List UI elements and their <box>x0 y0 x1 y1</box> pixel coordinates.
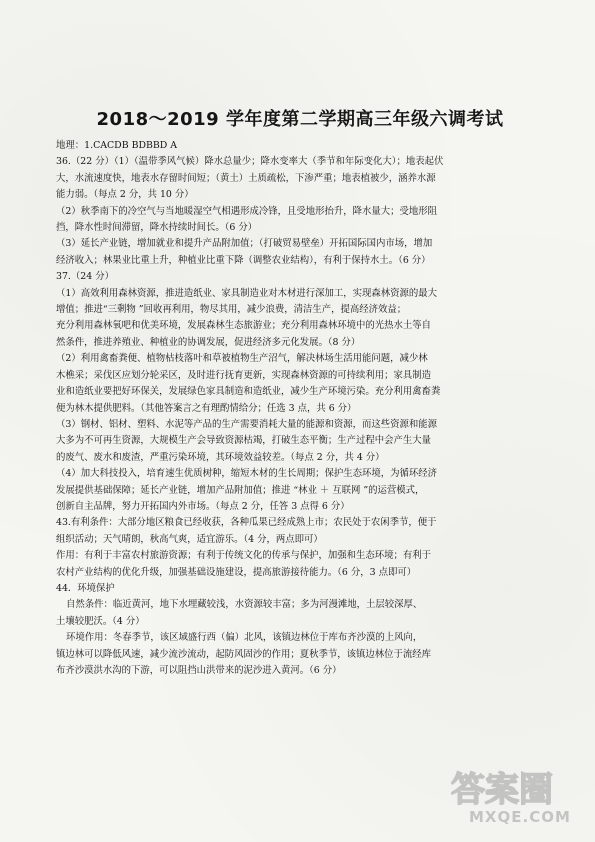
watermark-logo-text: 答案圈 <box>451 770 553 806</box>
page-title: 2018～2019 学年度第二学期高三年级六调考试 <box>96 109 504 130</box>
text-line: 36.（22 分）（1）（温带季风气候）降水总量少；降水变率大（季节和年际变化大）；地表起伏 <box>56 156 444 168</box>
text-line: 能力弱。（每点 2 分，共 10 分） <box>56 189 194 201</box>
text-line: 环境作用：冬春季节，该区域盛行西（偏）北风，该镇边林位于库布齐沙漠的上风向， <box>66 632 423 644</box>
text-line: （1）高效利用森林资源，推进造纸业、家具制造业对木材进行深加工，实现森林资源的最大 <box>56 287 437 299</box>
text-line: 农村产业结构的优化升级，加强基础设施建设，提高旅游接待能力。（6 分，3 点即可） <box>56 566 417 578</box>
text-line: 业和造纸业要把好环保关，发展绿色家具制造和造纸业，减少生产环境污染。充分利用禽畜粪 <box>56 386 441 398</box>
text-line: 增值；推进“三剩物 ”回收再利用，物尽其用，减少浪费，清洁生产，提高经济效益； <box>56 304 407 316</box>
text-line: 土壤较肥沃。（4 分） <box>56 615 145 627</box>
text-line: 44．环境保护 <box>56 582 115 594</box>
text-line: 大多为不可再生资源，大规模生产会导致资源枯竭，打破生态平衡；生产过程中会产生大量 <box>56 435 432 447</box>
text-line: 自然条件：临近黄河，地下水埋藏较浅，水资源较丰富；多为河漫滩地，土层较深厚、 <box>66 599 423 611</box>
text-line: 43.有利条件：大部分地区粮食已经收获，各种瓜果已经成熟上市；农民处于农闲季节，便于 <box>56 517 437 529</box>
answer-body <box>56 138 553 679</box>
text-line: （2）利用禽畜粪便、植物枯枝落叶和草被植物生产沼气，解决林场生活用能问题，减少林 <box>56 353 428 365</box>
text-line: 挡，降水性时间滞留，降水持续时间长。（6 分） <box>56 222 258 234</box>
text-line: （3）延长产业链，增加就业和提升产品附加值；（打破贸易壁垒）开拓国际国内市场，增加 <box>56 238 433 250</box>
text-line: 创新自主品牌，努力开拓国内外市场。（每点 2 分，任答 3 点得 6 分） <box>56 500 350 512</box>
text-line: （2）秋季南下的冷空气与当地暖湿空气相遇形成冷锋，且受地形抬升，降水量大；受地形阻 <box>56 205 437 217</box>
text-line: 布齐沙漠洪水沟的下游，可以阻挡山洪带来的泥沙进入黄河。（6 分） <box>56 665 342 676</box>
text-line: 镇边林可以降低风速，减少流沙流动，起防风固沙的作用；夏秋季节，该镇边林位于流经库 <box>56 648 432 660</box>
text-line: 作用：有利于丰富农村旅游资源；有利于传统文化的传承与保护，加强和生态环境；有利于 <box>56 550 432 562</box>
text-line: 发展提供基础保障；延长产业链，增加产品附加值；推进 “林业 ＋ 互联网 ”的运营模式， <box>56 484 425 496</box>
text-line: 地理：1.CACDB BDBBD A <box>56 140 178 151</box>
watermark-url: MXQE.COM <box>469 808 571 826</box>
text-line: 大，水流速度快，地表水存留时间短；（黄土）土质疏松，下渗严重；地表植被少，涵养水源 <box>56 172 436 184</box>
text-line: 组织活动；天气晴朗，秋高气爽，适宜游乐。（4 分，两点即可） <box>56 533 323 545</box>
text-line: 的废气、废水和废渣，严重污染环境，其环境效益较差。（每点 2 分，共 4 分） <box>56 451 385 463</box>
text-line: 便为林木提供肥料。（其他答案言之有理酌情给分；任选 3 点，共 6 分） <box>56 402 357 414</box>
watermark-logo <box>451 770 583 806</box>
text-line: 充分利用森林氧吧和优美环境，发展森林生态旅游业；充分利用森林环境中的光热水土等自 <box>56 320 432 332</box>
text-line: 然条件，推进养殖业、种植业的协调发展，促进经济多元化发展。（8 分） <box>56 336 361 348</box>
site-watermark <box>451 770 583 832</box>
text-line: 37.（24 分） <box>56 271 114 283</box>
text-line: 经济收入；林果业比重上升，种植业比重下降（调整农业结构），有利于保持水土。（6 分） <box>56 254 431 266</box>
text-line: （4）加大科技投入，培育速生优质树种，缩短木材的生长周期；保护生态环境，为循环经济 <box>56 468 437 480</box>
text-line: 木樵采；采伐区应划分轮采区，及时进行抚育更新，实现森林资源的可持续利用；家具制造 <box>56 369 432 381</box>
text-line: （3）钢材、铝材、塑料、水泥等产品的生产需要消耗大量的能源和资源，而这些资源和能源 <box>56 418 437 430</box>
